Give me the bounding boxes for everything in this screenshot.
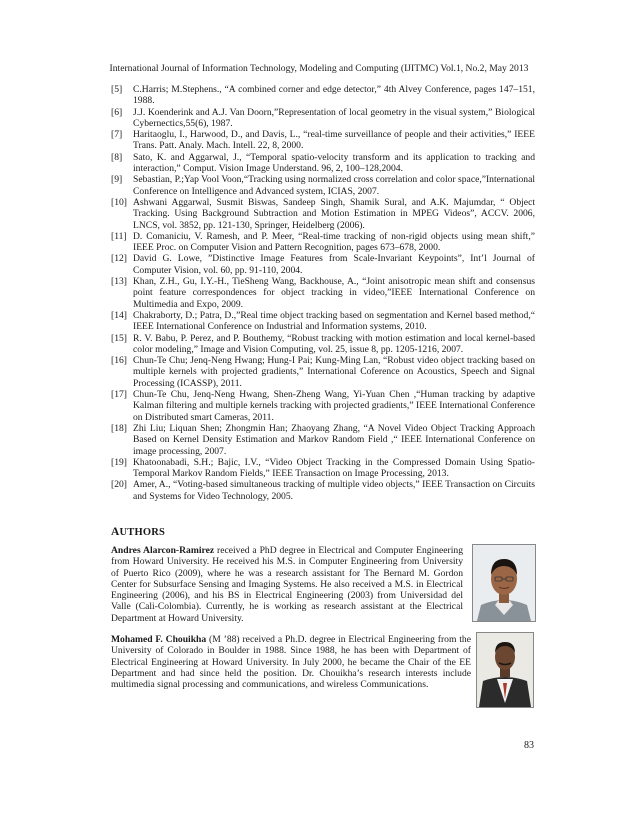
reference-item [111, 197, 535, 231]
reference-number: [7] [111, 129, 123, 141]
reference-item [111, 253, 535, 276]
reference-text: D. Comaniciu, V. Ramesh, and P. Meer, “Real-time tracking of non-rigid objects using mean shift,” IEEE Proc. on Computer Vision and Pattern Recognition, pages 673–678, 2000. [133, 230, 535, 254]
author-bio-text: (M ’88) received a Ph.D. degree in Electrical Engineering from the University of Colorado in Boulder in 1988. Since 1988, he has been with Department of Electrical Engineering at Howard University. In July 2000, he became the Chair of the EE Department and had since held the position. Dr. Chouikha’s research interests include multimedia signal processing and communications, and wireless Communications. [111, 634, 471, 691]
reference-item [111, 479, 535, 502]
reference-number: [10] [111, 196, 127, 208]
reference-text: Ashwani Aggarwal, Susmit Biswas, Sandeep Singh, Shamik Sural, and A.K. Majumdar, “ Object Tracking. Using Background Subtraction and Motion Estimation in MPEG Videos”, ACCV. 2006, LNCS, vol. 3852, pp. 121-130, Springer, Heidelberg (2006). [133, 196, 535, 231]
reference-text: Sato, K. and Aggarwal, J., “Temporal spatio-velocity transform and its application to tracking and interaction,” Comput. Vision Image Understand. 96, 2, 100–128,2004. [133, 151, 535, 175]
reference-item [111, 129, 535, 152]
reference-item [111, 84, 535, 107]
reference-item [111, 355, 535, 389]
reference-number: [16] [111, 355, 127, 367]
reference-text: J.J. Koenderink and A.J. Van Doorn,”Representation of local geometry in the visual system,” Biological Cybernectics,55(6), 1987. [133, 106, 535, 129]
reference-number: [15] [111, 332, 127, 344]
reference-item [111, 276, 535, 310]
reference-number: [13] [111, 276, 127, 288]
reference-text: Zhi Liu; Liquan Shen; Zhongmin Han; Zhaoyang Zhang, “A Novel Video Object Tracking Approach Based on Kernel Density Estimation and Markov Random Field ,“ IEEE International Conference on image processing, 2007. [133, 422, 535, 457]
author-name: Mohamed F. Chouikha [111, 634, 207, 645]
reference-list [111, 84, 535, 502]
reference-item [111, 423, 535, 457]
reference-text: Haritaoglu, I., Harwood, D., and Davis, L., “real-time surveillance of people and their activities,” IEEE Trans. Patt. Analy. Mach. Intell. 22, 8, 2000. [133, 129, 535, 152]
reference-number: [9] [111, 174, 123, 186]
reference-text: Sebastian, P.;Yap Vool Voon,“Tracking using normalized cross correlation and color space,”International Conference on Intelligence and Advanced system, ICIAS, 2007. [133, 174, 535, 197]
reference-number: [8] [111, 151, 123, 163]
author-bio [111, 545, 463, 624]
page-number: 83 [524, 740, 534, 751]
reference-number: [19] [111, 456, 127, 468]
author-photo [476, 632, 534, 708]
author-bio [111, 634, 471, 690]
reference-number: [14] [111, 309, 127, 321]
author-bio-text: received a PhD degree in Electrical and Computer Engineering from Howard University. He received his M.S. in Computer Engineering from University of Puerto Rico (2009), where he was a research assistant for The Bernard M. Gordon Center for Subsurface Sensing and Imaging Systems. He also received a M.S. in Electrical Engineering (2006), and his BS in Electrical Engineering (2003) from Universidad del Valle (Cali-Colombia). Currently, he is working as research assistant at the Electrical Department at Howard University. [111, 545, 463, 624]
reference-text: Amer, A., “Voting-based simultaneous tracking of multiple video objects,” IEEE Transaction on Circuits and Systems for Video Technology, 2005. [133, 479, 535, 502]
reference-number: [20] [111, 479, 127, 491]
author-photo [472, 544, 536, 622]
reference-number: [6] [111, 106, 123, 118]
reference-number: [5] [111, 84, 123, 95]
journal-header: International Journal of Information Technology, Modeling and Computing (IJITMC) Vol.1, No.2, May 2013 [109, 63, 529, 74]
reference-item [111, 231, 535, 254]
reference-text: Chun-Te Chu; Jenq-Neng Hwang; Hung-I Pai; Kung-Ming Lan, “Robust video object tracking based on multiple kernels with projected gradients,” International Coference on Acoustics, Speech and Signal Processing (ICASSP), 2011. [133, 355, 535, 389]
reference-text: R. V. Babu, P. Perez, and P. Bouthemy, “Robust tracking with motion estimation and local kernel-based color modeling,” Image and Vision Computing, vol. 25, issue 8, pp. 1205-1216, 2007. [133, 332, 535, 355]
reference-text: Chun-Te Chu, Jenq-Neng Hwang, Shen-Zheng Wang, Yi-Yuan Chen ,“Human tracking by adaptive Kalman filtering and multiple kernels tracking with projected gradients,” IEEE International Conference on Distributed smart Cameras, 2011. [133, 389, 535, 423]
reference-number: [18] [111, 422, 127, 434]
reference-text: Khan, Z.H., Gu, I.Y.-H., TieSheng Wang, Backhouse, A., “Joint anisotropic mean shift and consensus point feature correspondences for object tracking in video,”IEEE International Conference on Multimedia and Expo, 2009. [133, 276, 535, 310]
reference-item [111, 389, 535, 423]
reference-text: David G. Lowe, ”Distinctive Image Features from Scale-Invariant Keypoints”, Int’l Journal of Computer Vision, vol. 60, pp. 91-110, 2004. [133, 253, 535, 276]
reference-item [111, 457, 535, 480]
reference-text: C.Harris; M.Stephens., “A combined corner and edge detector,” 4th Alvey Conference, pages 147–151, 1988. [133, 84, 535, 107]
reference-number: [12] [111, 253, 127, 265]
reference-item [111, 174, 535, 197]
reference-item [111, 107, 535, 130]
reference-number: [11] [111, 230, 127, 242]
author-name: Andres Alarcon-Ramirez [111, 545, 215, 556]
reference-text: Khatoonabadi, S.H.; Bajic, I.V., “Video Object Tracking in the Compressed Domain Using Spatio-Temporal Markov Random Fields,” IEEE Transaction on Image Processing, 2013. [133, 456, 535, 480]
reference-number: [17] [111, 389, 127, 401]
reference-item [111, 152, 535, 175]
authors-heading: AUTHORS [111, 526, 166, 538]
reference-text: Chakraborty, D.; Patra, D.,”Real time object tracking based on segmentation and Kernel based method,“ IEEE International Conference on Industrial and Information systems, 2010. [133, 309, 535, 333]
reference-item [111, 310, 535, 333]
reference-item [111, 333, 535, 356]
